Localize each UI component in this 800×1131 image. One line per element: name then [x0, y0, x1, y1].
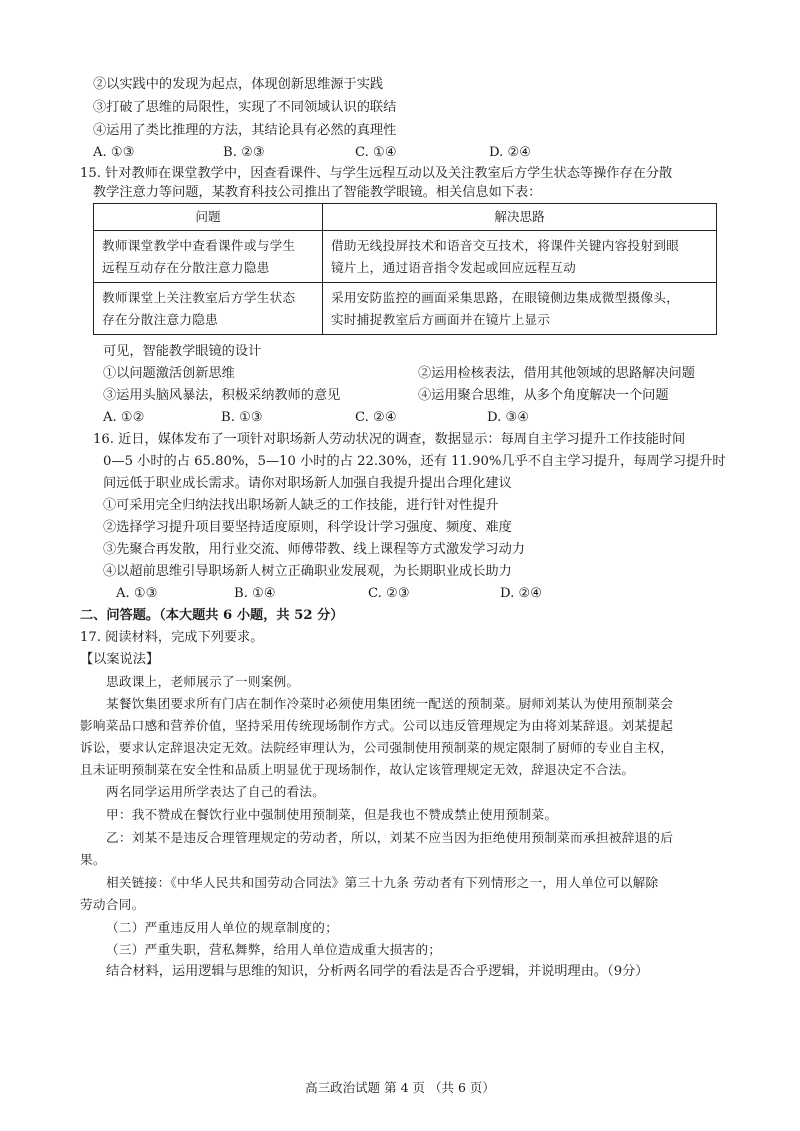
q15-item-2: ②运用检核表法，借用其他领域的思路解决问题 — [418, 366, 695, 381]
q16-item-1: ①可采用完全归纳法找出职场新人缺乏的工作技能，进行针对性提升 — [103, 498, 499, 513]
q16-option-c: C. ②③ — [368, 586, 410, 601]
q15-option-b: B. ①③ — [221, 410, 263, 425]
q16-item-4: ④以超前思维引导职场新人树立正确职业发展观，为长期职业成长助力 — [103, 564, 512, 579]
cell-line: 教师课堂上关注教室后方学生状态 — [102, 289, 296, 305]
q15-item-4: ④运用聚合思维，从多个角度解决一个问题 — [418, 388, 669, 403]
q15-item-3: ③运用头脑风暴法，积极采纳教师的意见 — [103, 388, 341, 403]
cell-line: 存在分散注意力隐患 — [102, 311, 219, 327]
q14-item-3: ③打破了思维的局限性，实现了不同领域认识的联结 — [93, 100, 397, 115]
q17-task: 结合材料，运用逻辑与思维的知识，分析两名同学的看法是否合乎逻辑，并说明理由。（9分） — [106, 964, 649, 979]
q17-clause-3: （三）严重失职，营私舞弊，给用人单位造成重大损害的； — [106, 942, 442, 957]
cell-line: 实时捕捉教室后方画面并在镜片上显示 — [331, 311, 551, 327]
q15-option-a: A. ①② — [103, 410, 145, 425]
section-heading: 二、问答题。（本大题共 6 小题，共 52 分） — [80, 608, 344, 623]
q17-student-jia: 甲：我不赞成在餐饮行业中强制使用预制菜，但是我也不赞成禁止使用预制菜。 — [106, 807, 558, 822]
q17-student-yi-line1: 乙：刘某不是违反合理管理规定的劳动者，所以，刘某不应当因为拒绝使用预制菜而承担被辞退的后 — [106, 830, 674, 845]
q17-paragraph-3: 两名同学运用所学表达了自己的看法。 — [106, 784, 326, 799]
q17-paragraph-1: 思政课上，老师展示了一则案例。 — [106, 674, 300, 689]
q15-conclusion: 可见，智能教学眼镜的设计 — [103, 344, 262, 359]
table-row — [94, 283, 717, 335]
q17-case-line: 且未证明预制菜在安全性和品质上明显优于现场制作，故认定该管理规定无效，辞退决定不合法。 — [80, 762, 635, 777]
q15-stem-line1: 15. 针对教师在课堂教学中，因查看课件、与学生远程互动以及关注教室后方学生状态等操作存在分散 — [80, 166, 673, 181]
q14-option-a: A. ①③ — [93, 145, 135, 160]
q16-stem-line2: 0—5 小时的占 65.80%，5—10 小时的占 22.30%，还有 11.90%几乎不自主学习提升，每周学习提升时 — [103, 454, 726, 469]
q14-option-d: D. ②④ — [489, 145, 532, 160]
cell-line: 镜片上，通过语音指令发起或回应远程互动 — [331, 259, 576, 275]
table-cell-solution — [323, 231, 717, 283]
q15-option-d: D. ③④ — [487, 410, 530, 425]
q16-item-2: ②选择学习提升项目要坚持适度原则，科学设计学习强度、频度、难度 — [103, 520, 512, 535]
table-cell-problem — [94, 231, 323, 283]
q16-option-b: B. ①④ — [234, 586, 276, 601]
q15-stem-line2: 教学注意力等问题，某教育科技公司推出了智能教学眼镜。相关信息如下表： — [93, 185, 542, 200]
q15-option-c: C. ②④ — [355, 410, 397, 425]
q15-info-table — [93, 203, 717, 335]
cell-line: 借助无线投屏技术和语音交互技术，将课件关键内容投射到眼 — [331, 237, 680, 253]
page-footer: 高三政治试题 第 4 页 （共 6 页） — [305, 1080, 495, 1095]
table-cell-problem — [94, 283, 323, 335]
table-header-problem: 问题 — [94, 204, 323, 231]
q16-option-a: A. ①③ — [116, 586, 158, 601]
q17-case-line: 诉讼，要求认定辞退决定无效。法院经审理认为，公司强制使用预制菜的规定限制了厨师的专业自主权， — [80, 740, 674, 755]
q14-item-2: ②以实践中的发现为起点，体现创新思维源于实践 — [93, 77, 384, 92]
q14-option-b: B. ②③ — [223, 145, 265, 160]
q16-stem-line3: 间远低于职业成长需求。请你对职场新人加强自我提升提出合理化建议 — [103, 476, 512, 491]
q17-tag: 【以案说法】 — [80, 652, 160, 667]
cell-line: 远程互动存在分散注意力隐患 — [102, 259, 270, 275]
table-header-solution: 解决思路 — [323, 204, 717, 231]
table-cell-solution — [323, 283, 717, 335]
q16-stem-line1: 16. 近日，媒体发布了一项针对职场新人劳动状况的调查，数据显示：每周自主学习提升工作技能时间 — [93, 432, 686, 447]
q14-item-4: ④运用了类比推理的方法，其结论具有必然的真理性 — [93, 123, 397, 138]
q16-option-d: D. ②④ — [500, 586, 543, 601]
q17-student-yi-line2: 果。 — [80, 852, 106, 867]
table-row — [94, 231, 717, 283]
cell-line: 采用安防监控的画面采集思路，在眼镜侧边集成微型摄像头， — [331, 289, 680, 305]
q15-item-1: ①以问题激活创新思维 — [103, 366, 235, 381]
cell-line: 教师课堂教学中查看课件或与学生 — [102, 237, 296, 253]
q17-link-line1: 相关链接：《中华人民共和国劳动合同法》第三十九条 劳动者有下列情形之一，用人单位可以解除 — [106, 875, 659, 890]
q16-item-3: ③先聚合再发散，用行业交流、师傅带教、线上课程等方式激发学习动力 — [103, 542, 525, 557]
q17-case-line: 某餐饮集团要求所有门店在制作冷菜时必须使用集团统一配送的预制菜。厨师刘某认为使用预制菜会 — [106, 696, 674, 711]
q17-clause-2: （二）严重违反用人单位的规章制度的； — [106, 920, 339, 935]
q17-link-line2: 劳动合同。 — [80, 897, 145, 912]
q17-intro: 17. 阅读材料，完成下列要求。 — [80, 630, 264, 645]
q17-case-line: 影响菜品口感和营养价值，坚持采用传统现场制作方式。公司以违反管理规定为由将刘某辞退。刘某提起 — [80, 718, 674, 733]
q14-option-c: C. ①④ — [355, 145, 397, 160]
